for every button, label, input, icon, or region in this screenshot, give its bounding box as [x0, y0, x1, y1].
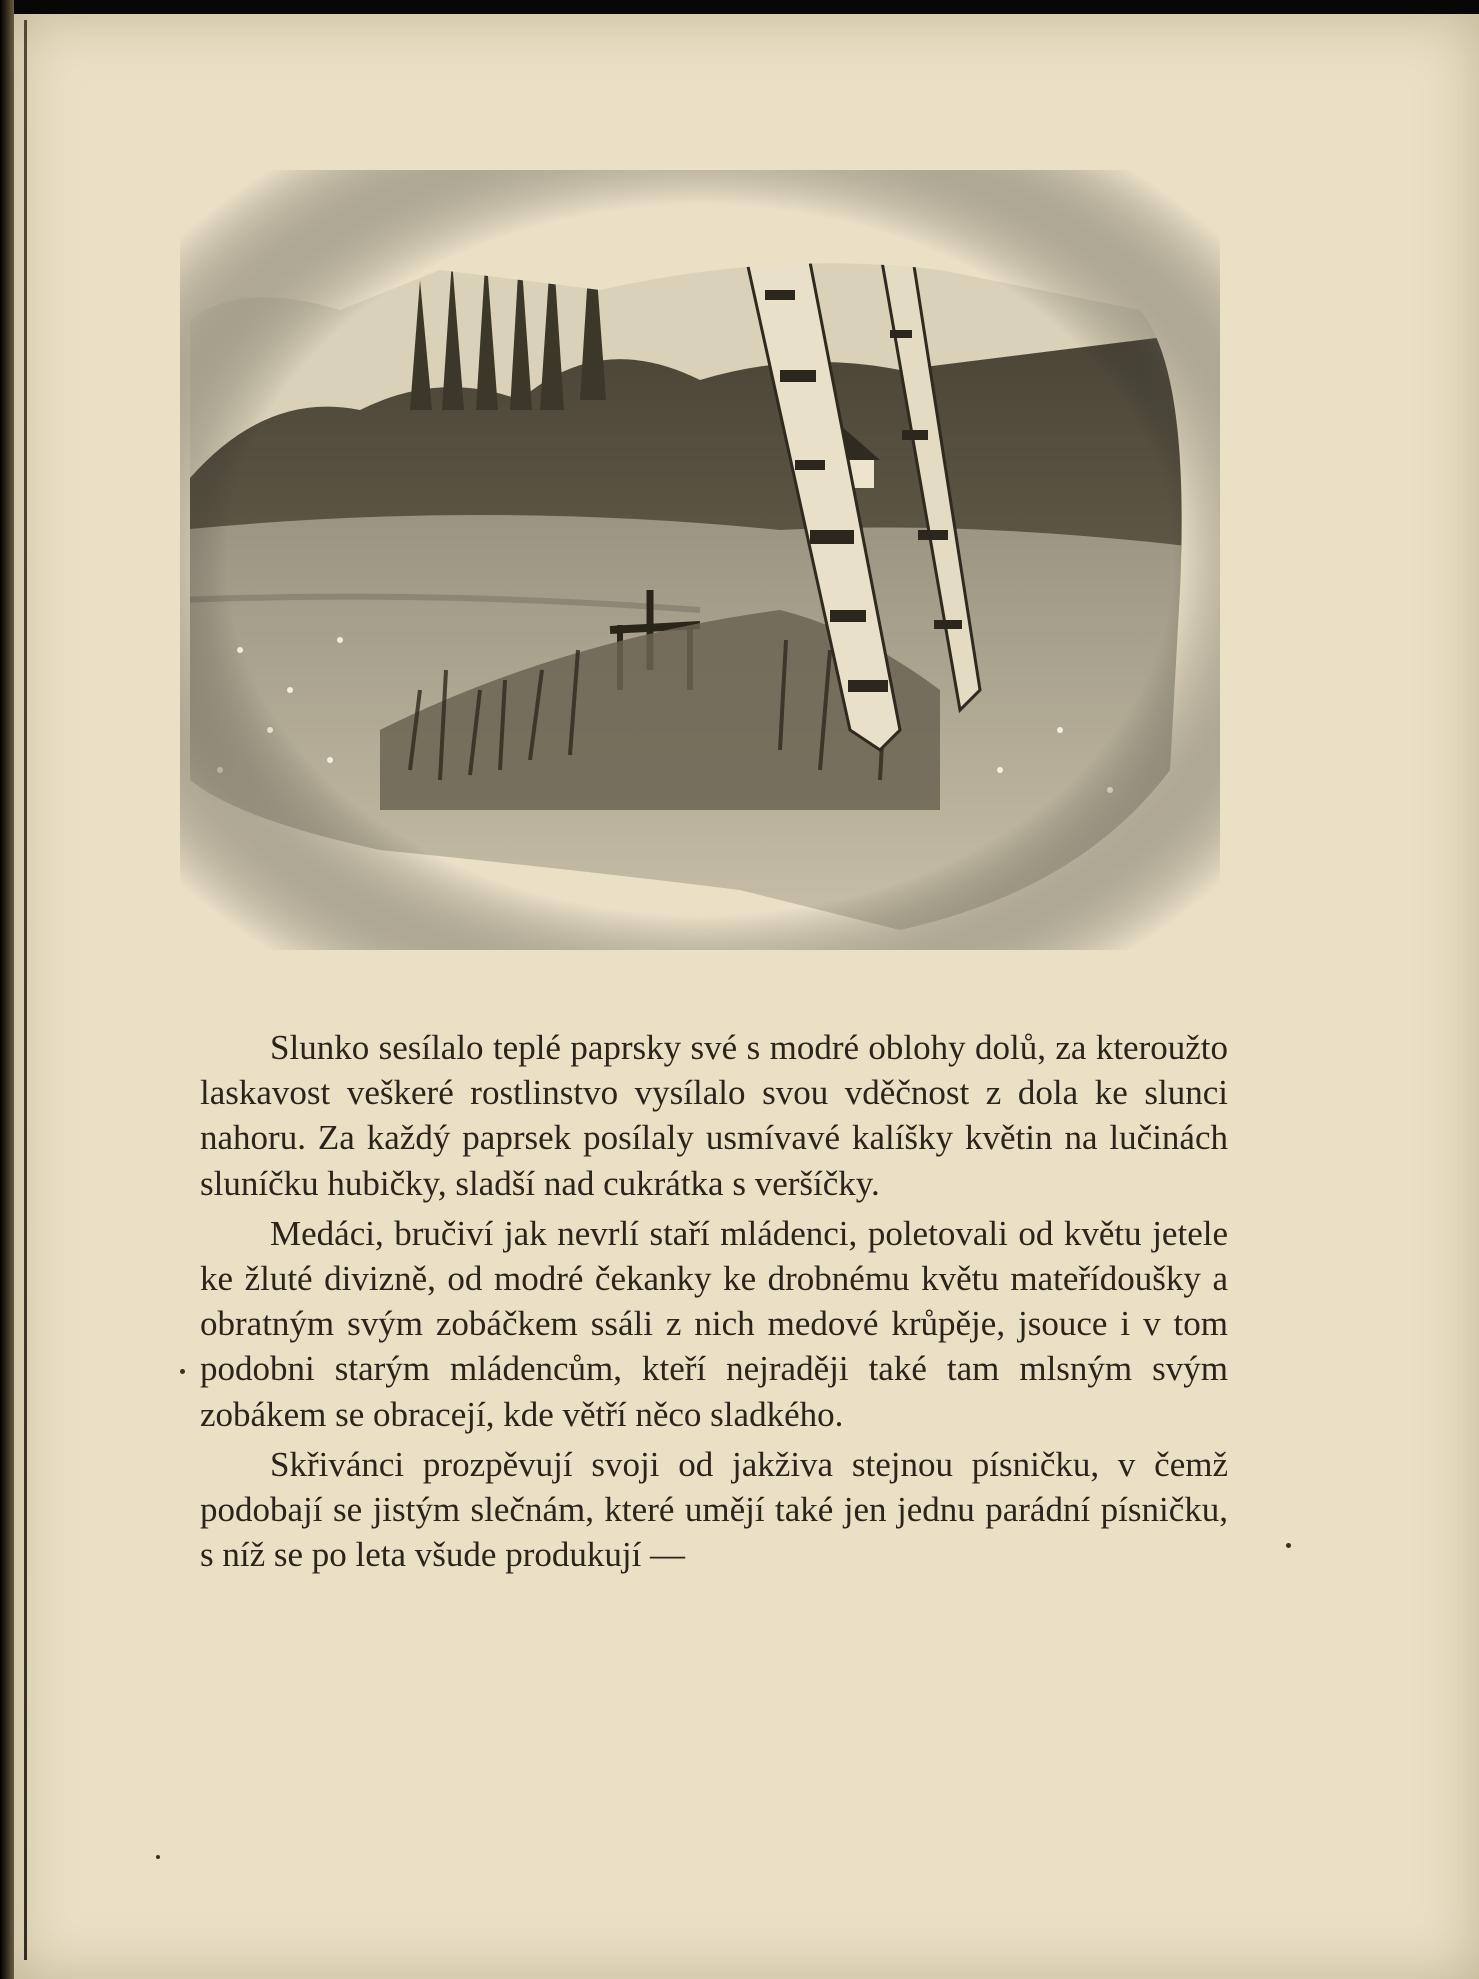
body-text	[200, 1025, 1228, 1577]
ink-speck	[156, 1855, 160, 1859]
paragraph-2: Medáci, bručiví jak nevrlí staří mládenci, poletovali od květu jetele ke žluté divizně, od modré čekanky ke drobnému květu mateřídoušky a obratným svým zobáčkem ssáli z nich medové krůpěje, jsouce i v tom podobni starým mládencům, kteří nejraději také tam mlsným svým zobákem se obracejí, kde větří něco sladkého.	[200, 1213, 1228, 1434]
paragraph-1: Slunko sesílalo teplé paprsky své s modré oblohy dolů, za kteroužto laskavost veškeré rostlinstvo vysílalo svou vděčnost z dola ke slunci nahoru. Za každý paprsek posílaly usmívavé kalíšky květin na lučinách sluníčku hubičky, sladší nad cukrátka s veršíčky.	[200, 1028, 1228, 1203]
ink-speck	[180, 1369, 185, 1374]
book-spine	[0, 0, 14, 1979]
scan-top-edge	[0, 0, 1479, 14]
meadow-landscape-illustration	[180, 170, 1220, 950]
gutter-line	[24, 20, 27, 1960]
ink-speck	[1286, 1543, 1291, 1548]
paragraph-3: Skřivánci prozpěvují svoji od jakživa stejnou písničku, v čemž podobají se jistým slečnám, které umějí také jen jednu parádní písničku, s níž se po leta všude produkují —	[200, 1444, 1228, 1575]
